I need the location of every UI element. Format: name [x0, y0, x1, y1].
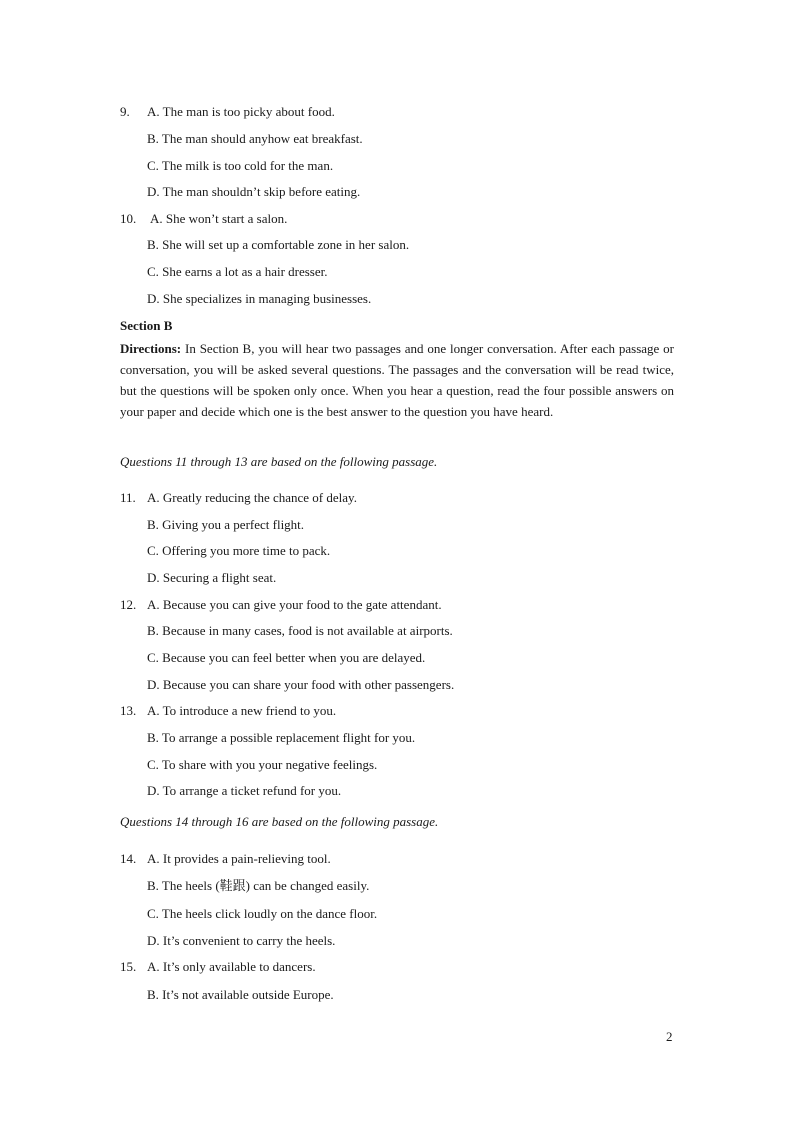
question-number: 14.: [120, 851, 137, 866]
question-12-option-b: B. Because in many cases, food is not available at airports.: [147, 623, 453, 638]
passage-instruction-2: Questions 14 through 16 are based on the following passage.: [120, 814, 439, 829]
question-14-option-b: B. The heels (鞋跟) can be changed easily.: [147, 878, 370, 893]
option-text: A. Because you can give your food to the gate attendant.: [147, 597, 442, 612]
passage-instruction-1: Questions 11 through 13 are based on the following passage.: [120, 454, 438, 469]
question-11-option-c: C. Offering you more time to pack.: [147, 543, 331, 558]
question-15-option-b: B. It’s not available outside Europe.: [147, 987, 334, 1002]
question-10-option-a: [120, 211, 287, 227]
section-b-directions: [120, 338, 674, 422]
question-number: 15.: [120, 959, 137, 974]
question-13-option-a: [120, 703, 336, 719]
option-text: A. It provides a pain-relieving tool.: [147, 851, 331, 866]
question-11-option-b: B. Giving you a perfect flight.: [147, 517, 305, 532]
option-text: A. She won’t start a salon.: [150, 211, 288, 226]
directions-text: In Section B, you will hear two passages and one longer conversation. After each passage or conversation, you will be asked several questions. The passages and the conversation will be read twice, but the questions will be spoken only once. When you hear a question, read the four possible answers on your paper and decide which one is the best answer to the question you have heard.: [120, 341, 674, 419]
page-number: 2: [666, 1029, 673, 1044]
question-13-option-c: C. To share with you your negative feelings.: [147, 757, 378, 772]
question-10-option-c: C. She earns a lot as a hair dresser.: [147, 264, 328, 279]
question-10-option-b: B. She will set up a comfortable zone in her salon.: [147, 237, 410, 252]
question-10-option-d: D. She specializes in managing businesses.: [147, 291, 372, 306]
question-14-option-d: D. It’s convenient to carry the heels.: [147, 933, 336, 948]
question-9-option-d: D. The man shouldn’t skip before eating.: [147, 184, 361, 199]
option-text: A. Greatly reducing the chance of delay.: [147, 490, 357, 505]
option-text: A. The man is too picky about food.: [147, 104, 335, 119]
directions-label: Directions:: [120, 341, 182, 356]
question-12-option-d: D. Because you can share your food with other passengers.: [147, 677, 455, 692]
question-14-option-a: [120, 851, 331, 867]
question-number: 13.: [120, 703, 137, 718]
question-number: 11.: [120, 490, 136, 505]
question-number: 10.: [120, 211, 137, 226]
question-13-option-d: D. To arrange a ticket refund for you.: [147, 783, 342, 798]
question-12-option-a: [120, 597, 442, 613]
question-13-option-b: B. To arrange a possible replacement flight for you.: [147, 730, 416, 745]
question-14-option-c: C. The heels click loudly on the dance floor.: [147, 906, 378, 921]
question-number: 12.: [120, 597, 137, 612]
question-11-option-d: D. Securing a flight seat.: [147, 570, 277, 585]
option-text: A. It’s only available to dancers.: [147, 959, 316, 974]
question-9-option-a: [120, 104, 335, 120]
question-15-option-a: [120, 959, 316, 975]
question-12-option-c: C. Because you can feel better when you are delayed.: [147, 650, 426, 665]
option-text: A. To introduce a new friend to you.: [147, 703, 337, 718]
section-b-title: Section B: [120, 318, 173, 333]
question-11-option-a: [120, 490, 357, 506]
question-number: 9.: [120, 104, 130, 119]
question-9-option-c: C. The milk is too cold for the man.: [147, 158, 334, 173]
question-9-option-b: B. The man should anyhow eat breakfast.: [147, 131, 363, 146]
